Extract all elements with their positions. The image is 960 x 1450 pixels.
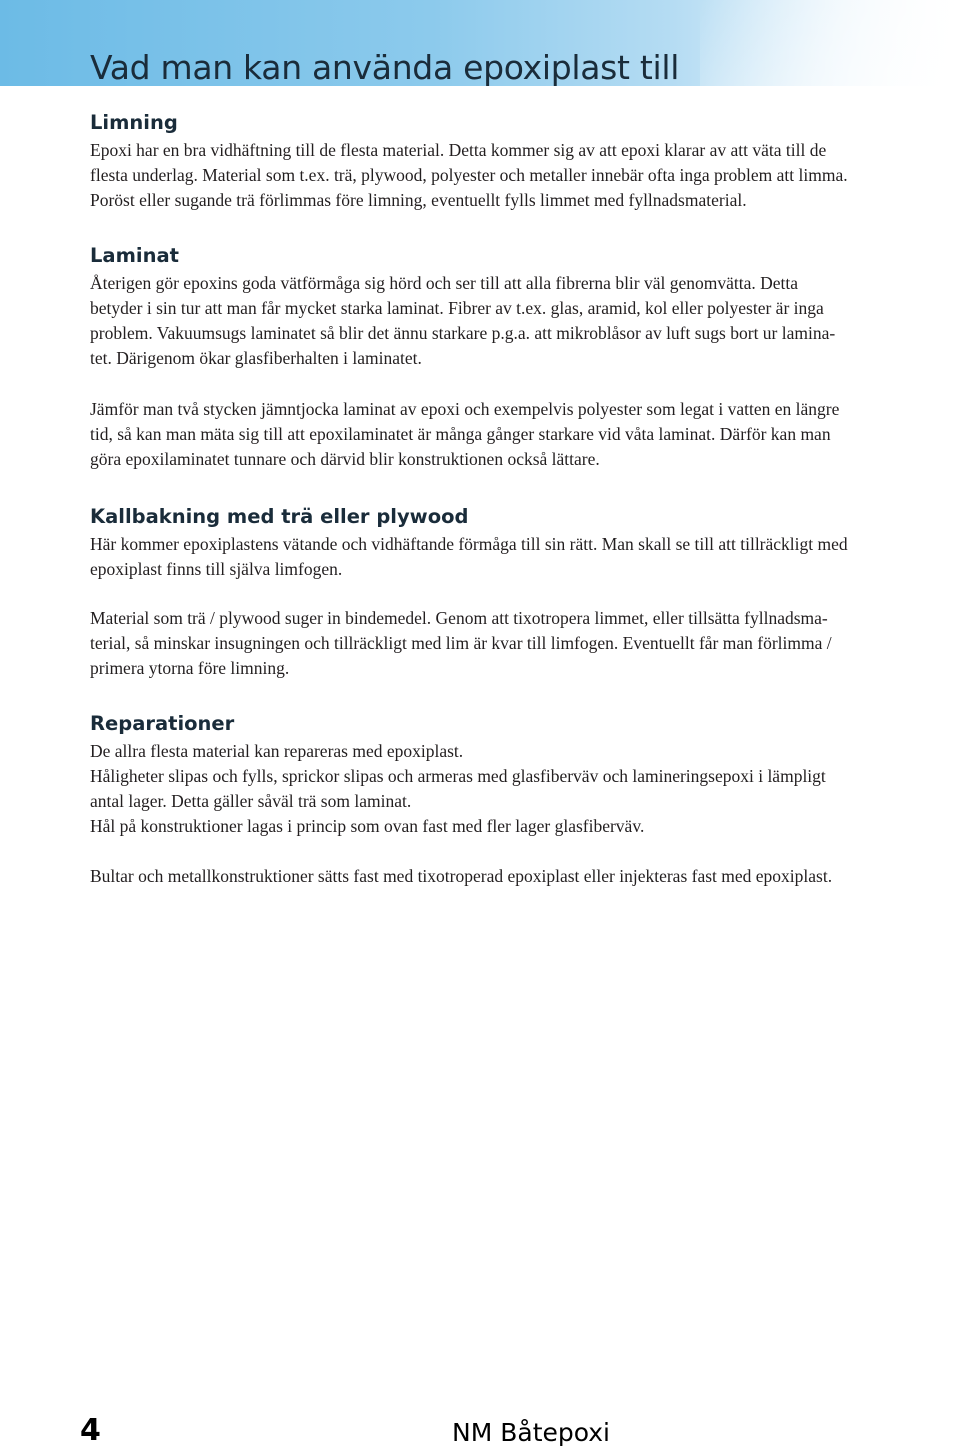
paragraph <box>90 138 958 213</box>
paragraph <box>90 606 958 681</box>
text-line: Håligheter slipas och fylls, sprickor slipas och armeras med glasfiberväv och lamineringsepoxi i lämpligt <box>90 766 826 786</box>
text-line: Material som trä / plywood suger in bindemedel. Genom att tixotropera limmet, eller tillsätta fyllnadsma- <box>90 608 828 628</box>
footer-brand: NM Båtepoxi <box>452 1418 611 1447</box>
section-limning <box>90 108 958 213</box>
document-body <box>90 108 958 889</box>
spacer <box>90 213 958 241</box>
text-line: epoxiplast finns till själva limfogen. <box>90 559 343 579</box>
text-line: primera ytorna före limning. <box>90 658 290 678</box>
text-line: göra epoxilaminatet tunnare och därvid blir konstruktionen också lättare. <box>90 449 600 469</box>
spacer <box>90 582 958 606</box>
page-number: 4 <box>80 1413 101 1448</box>
text-line: betyder i sin tur att man får mycket starka laminat. Fibrer av t.ex. glas, aramid, kol eller polyester är inga <box>90 298 824 318</box>
text-line: terial, så minskar insugningen och tillräckligt med lim är kvar till limfogen. Eventuellt får man förlimma / <box>90 633 832 653</box>
text-line: tid, så kan man mäta sig till att epoxilaminatet är många gånger starkare vid våta laminat. Därför kan man <box>90 424 831 444</box>
text-line: flesta underlag. Material som t.ex. trä, plywood, polyester och metaller innebär ofta inga problem att limma. <box>90 165 848 185</box>
paragraph <box>90 864 958 889</box>
text-line: Epoxi har en bra vidhäftning till de flesta material. Detta kommer sig av att epoxi klarar av att väta till de <box>90 140 827 160</box>
paragraph <box>90 739 958 839</box>
text-line: antal lager. Detta gäller såväl trä som laminat. <box>90 791 412 811</box>
section-kallbakning <box>90 502 958 681</box>
paragraph <box>90 532 958 582</box>
section-laminat <box>90 241 958 472</box>
spacer <box>90 371 958 397</box>
spacer <box>90 472 958 502</box>
spacer <box>90 681 958 709</box>
text-line: Återigen gör epoxins goda vätförmåga sig hörd och ser till att alla fibrerna blir väl genomvätta. Detta <box>90 273 799 293</box>
paragraph <box>90 397 958 472</box>
text-line: Poröst eller sugande trä förlimmas före limning, eventuellt fylls limmet med fyllnadsmaterial. <box>90 190 747 210</box>
section-heading: Laminat <box>90 244 179 267</box>
text-line: De allra flesta material kan repareras med epoxiplast. <box>90 741 464 761</box>
text-line: problem. Vakuumsugs laminatet så blir det ännu starkare p.g.a. att mikroblåsor av luft sugs bort ur lamina- <box>90 323 836 343</box>
text-line: Bultar och metallkonstruktioner sätts fast med tixotroperad epoxiplast eller injekteras fast med epoxiplast. <box>90 866 833 886</box>
section-heading: Limning <box>90 111 178 134</box>
page-title: Vad man kan använda epoxiplast till <box>90 48 680 87</box>
section-heading: Kallbakning med trä eller plywood <box>90 505 469 528</box>
section-heading: Reparationer <box>90 712 235 735</box>
spacer <box>90 839 958 864</box>
text-line: tet. Därigenom ökar glasfiberhalten i laminatet. <box>90 348 422 368</box>
text-line: Jämför man två stycken jämntjocka laminat av epoxi och exempelvis polyester som legat i vatten en längre <box>90 399 840 419</box>
section-reparationer <box>90 709 958 889</box>
text-line: Här kommer epoxiplastens vätande och vidhäftande förmåga till sin rätt. Man skall se till att tillräckligt med <box>90 534 848 554</box>
text-line: Hål på konstruktioner lagas i princip som ovan fast med fler lager glasfiberväv. <box>90 816 645 836</box>
paragraph <box>90 271 958 371</box>
